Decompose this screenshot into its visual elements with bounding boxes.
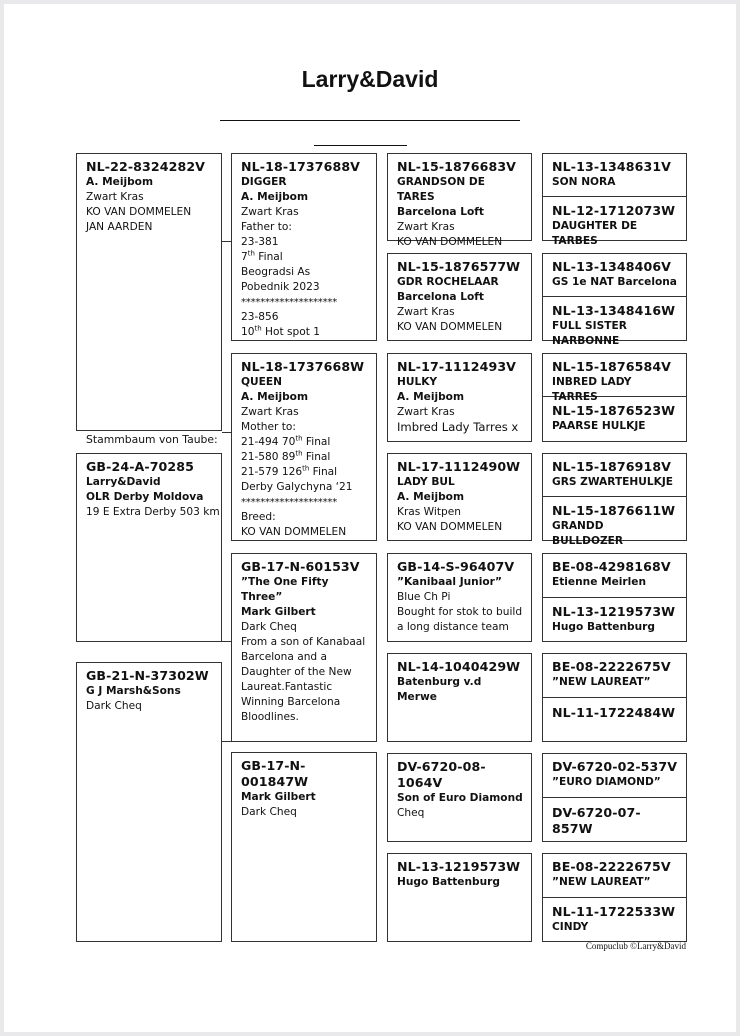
pedigree-card-grandparent[interactable] — [387, 453, 532, 541]
pigeon-name: CINDY — [552, 921, 589, 933]
pigeon-name: GRANDSON DE TARES — [397, 176, 485, 203]
separator-text: ******************** — [241, 297, 338, 308]
pigeon-name: DAUGHTER DE TARBES — [552, 220, 638, 247]
race-title: OLR Derby Moldova — [86, 491, 204, 503]
color-text: Zwart Kras — [86, 191, 144, 203]
pedigree-card-great-grandparent[interactable] — [543, 254, 686, 295]
ring-number: NL-18-1737668W — [241, 359, 365, 374]
ring-number: GB-24-A-70285 — [86, 459, 195, 474]
ring-number: NL-17-1112490W — [397, 459, 521, 474]
ring-number: GB-21-N-37302W — [86, 668, 209, 683]
pedigree-card-great-grandparent[interactable] — [543, 654, 686, 696]
footer-credit: Compuclub ©Larry&David — [585, 941, 686, 951]
color-text: Dark Cheq — [241, 621, 297, 633]
connector-line — [222, 741, 231, 742]
ring-number: DV-6720-07-857W — [552, 805, 641, 836]
pigeon-name: INBRED LADY TARRES — [552, 376, 632, 403]
breeder-name: A. Meijbom — [86, 176, 153, 188]
bloodline-text: KO VAN DOMMELEN — [86, 206, 192, 218]
pedigree-card-great-grandparent[interactable] — [543, 699, 686, 741]
ring-number: NL-13-1219573W — [552, 604, 676, 619]
breeder-name: Hugo Battenburg — [397, 876, 500, 888]
connector-line — [222, 241, 231, 242]
pair-divider — [542, 296, 687, 297]
ring-number: NL-22-8324282V — [86, 159, 206, 174]
note-text: Derby Galychyna ‘21 — [241, 481, 353, 493]
breeder-name: Barcelona Loft — [397, 206, 484, 218]
pedigree-card-great-grandparent[interactable] — [543, 854, 686, 896]
ring-number: NL-17-1112493V — [397, 359, 517, 374]
pigeon-name: Hugo Battenburg — [552, 621, 655, 633]
pigeon-name: Etienne Meirlen — [552, 576, 647, 588]
pedigree-card-pigeon[interactable] — [76, 153, 222, 431]
pedigree-card-great-grandparent[interactable] — [543, 498, 686, 547]
ring-number: BE-08-2222675V — [552, 859, 671, 874]
pigeon-name: HULKY — [397, 376, 438, 388]
pedigree-card-great-grandparent[interactable] — [543, 754, 686, 796]
ring-number: NL-13-1348406V — [552, 259, 672, 274]
pigeon-name: GRANDD BULLDOZER — [552, 520, 624, 547]
pedigree-card-great-grandparent[interactable] — [543, 298, 686, 347]
note-text: Mother to: — [241, 421, 296, 433]
note-text: Breed: — [241, 511, 276, 523]
ring-number: NL-11-1722484W — [552, 705, 676, 720]
pigeon-name: SON NORA — [552, 176, 616, 188]
pair-divider — [542, 897, 687, 898]
pigeon-name: QUEEN — [241, 376, 282, 388]
bloodline-text: KO VAN DOMMELEN — [397, 521, 503, 533]
breeder-name: A. Meijbom — [241, 191, 308, 203]
pigeon-name: ”NEW LAUREAT” — [552, 876, 651, 888]
pedigree-card-great-grandparent[interactable] — [543, 198, 686, 247]
pedigree-card-grandparent[interactable] — [387, 853, 532, 942]
pedigree-card-great-grandparent[interactable] — [543, 354, 686, 403]
pedigree-card-great-grandparent[interactable] — [543, 599, 686, 641]
ring-number: NL-15-1876523W — [552, 403, 676, 418]
pedigree-card-great-grandparent[interactable] — [543, 554, 686, 596]
ring-number: NL-11-1722533W — [552, 904, 676, 919]
ring-number: NL-12-1712073W — [552, 203, 676, 218]
color-text: Dark Cheq — [86, 700, 142, 712]
pedigree-card-partner-2[interactable] — [76, 662, 222, 942]
color-text: Zwart Kras — [397, 221, 455, 233]
pedigree-card-father[interactable] — [231, 153, 377, 341]
color-text: Kras Witpen — [397, 506, 461, 518]
note-text: 10th Hot spot 1 — [241, 324, 320, 338]
pigeon-name: FULL SISTER NARBONNE — [552, 320, 627, 347]
pedigree-card-great-grandparent[interactable] — [543, 154, 686, 195]
breeder-name: A. Meijbom — [241, 391, 308, 403]
breeder-name: G J Marsh&Sons — [86, 685, 181, 697]
breeder-name: A. Meijbom — [397, 491, 464, 503]
note-text: 7th Final — [241, 249, 283, 263]
pair-divider — [542, 797, 687, 798]
ring-number: BE-08-4298168V — [552, 559, 671, 574]
pigeon-name: Son of Euro Diamond — [397, 792, 523, 804]
color-text: Cheq — [397, 807, 425, 819]
pigeon-name: ”The One Fifty Three” — [241, 576, 329, 603]
ring-number: DV-6720-02-537V — [552, 759, 678, 774]
breeder-name: Mark Gilbert — [241, 606, 316, 618]
note-text: Imbred Lady Tarres x — [397, 420, 519, 434]
pigeon-name: ”NEW LAUREAT” — [552, 676, 651, 688]
pedigree-card-great-grandparent[interactable] — [543, 799, 686, 841]
pigeon-name: GRS ZWARTEHULKJE — [552, 476, 674, 488]
ring-number: NL-15-1876918V — [552, 459, 672, 474]
pedigree-card-grandparent[interactable] — [387, 253, 532, 341]
pigeon-name: PAARSE HULKJE — [552, 420, 646, 432]
pigeon-name: LADY BUL — [397, 476, 455, 488]
pedigree-card-grandparent[interactable] — [387, 553, 532, 642]
pigeon-name: GDR ROCHELAAR — [397, 276, 499, 288]
pigeon-name: ”Kanibaal Junior” — [397, 576, 503, 588]
breeder-name: A. Meijbom — [397, 391, 464, 403]
ring-number: BE-08-2222675V — [552, 659, 671, 674]
title-underline-2 — [314, 145, 407, 146]
color-text: Blue Ch Pi — [397, 591, 451, 603]
bloodline-text: JAN AARDEN — [86, 221, 153, 233]
pedigree-card-great-grandparent[interactable] — [543, 899, 686, 941]
note-text: From a son of Kanabaal Barcelona and a Daughter of the New Laureat.Fantastic Winning Barcelona Bloodlines. — [241, 636, 366, 723]
pair-divider — [542, 196, 687, 197]
race-result: 19 E Extra Derby 503 km — [86, 506, 220, 518]
breeder-name: Batenburg v.d Merwe — [397, 676, 482, 703]
note-text: Pobednik 2023 — [241, 281, 320, 293]
separator-text: ******************** — [241, 497, 338, 508]
pair-divider — [542, 597, 687, 598]
pedigree-card-mother[interactable] — [231, 353, 377, 541]
pair-divider — [542, 697, 687, 698]
note-text: Father to: — [241, 221, 292, 233]
pedigree-card-partner-2-mother[interactable] — [231, 752, 377, 942]
ring-number: NL-14-1040429W — [397, 659, 521, 674]
pedigree-card-great-grandparent[interactable] — [543, 454, 686, 495]
pedigree-card-grandparent[interactable] — [387, 653, 532, 742]
pair-divider — [542, 496, 687, 497]
pedigree-card-grandparent[interactable] — [387, 753, 532, 842]
note-text: Beogradsi As — [241, 266, 311, 278]
ring-number: NL-15-1876577W — [397, 259, 521, 274]
pigeon-name: DIGGER — [241, 176, 287, 188]
note-text: Bought for stok to build a long distance team — [397, 606, 523, 633]
connector-line — [222, 432, 231, 433]
color-text: Zwart Kras — [241, 406, 299, 418]
connector-line — [222, 641, 231, 642]
ring-number: NL-15-1876683V — [397, 159, 517, 174]
ring-number: NL-13-1219573W — [397, 859, 521, 874]
pedigree-card-grandparent[interactable] — [387, 353, 532, 442]
ring-number: NL-13-1348631V — [552, 159, 672, 174]
pedigree-card-grandparent[interactable] — [387, 153, 532, 248]
breeder-name: Mark Gilbert — [241, 791, 316, 803]
ring-number: GB-14-S-96407V — [397, 559, 515, 574]
color-text: Dark Cheq — [241, 806, 297, 818]
ring-number: GB-17-N-001847W — [241, 758, 309, 789]
title-underline-1 — [220, 120, 520, 121]
page-title: Larry&David — [301, 66, 439, 92]
pedigree-card-partner-1[interactable] — [76, 453, 222, 642]
owner-name: Larry&David — [86, 476, 161, 488]
ring-number: GB-17-N-60153V — [241, 559, 360, 574]
pedigree-card-partner-2-father[interactable] — [231, 553, 377, 742]
note-text: KO VAN DOMMELEN — [241, 526, 347, 538]
pedigree-card-great-grandparent[interactable] — [543, 398, 686, 441]
ring-number: NL-15-1876611W — [552, 503, 676, 518]
note-text: 21-494 70th Final — [241, 434, 331, 448]
note-text: 23-856 — [241, 311, 279, 323]
pedigree-caption: Stammbaum von Taube: — [86, 433, 218, 446]
color-text: Zwart Kras — [241, 206, 299, 218]
note-text: 23-381 — [241, 236, 279, 248]
pigeon-name: ”EURO DIAMOND” — [552, 776, 661, 788]
ring-number: NL-13-1348416W — [552, 303, 676, 318]
breeder-name: Barcelona Loft — [397, 291, 484, 303]
note-text: 21-579 126th Final — [241, 464, 338, 478]
color-text: Zwart Kras — [397, 306, 455, 318]
pigeon-name: GS 1e NAT Barcelona — [552, 276, 677, 288]
bloodline-text: KO VAN DOMMELEN — [397, 321, 503, 333]
ring-number: DV-6720-08-1064V — [397, 759, 486, 790]
ring-number: NL-15-1876584V — [552, 359, 672, 374]
color-text: Zwart Kras — [397, 406, 455, 418]
ring-number: NL-18-1737688V — [241, 159, 361, 174]
note-text: 21-580 89th Final — [241, 449, 331, 463]
bloodline-text: KO VAN DOMMELEN — [397, 236, 503, 248]
